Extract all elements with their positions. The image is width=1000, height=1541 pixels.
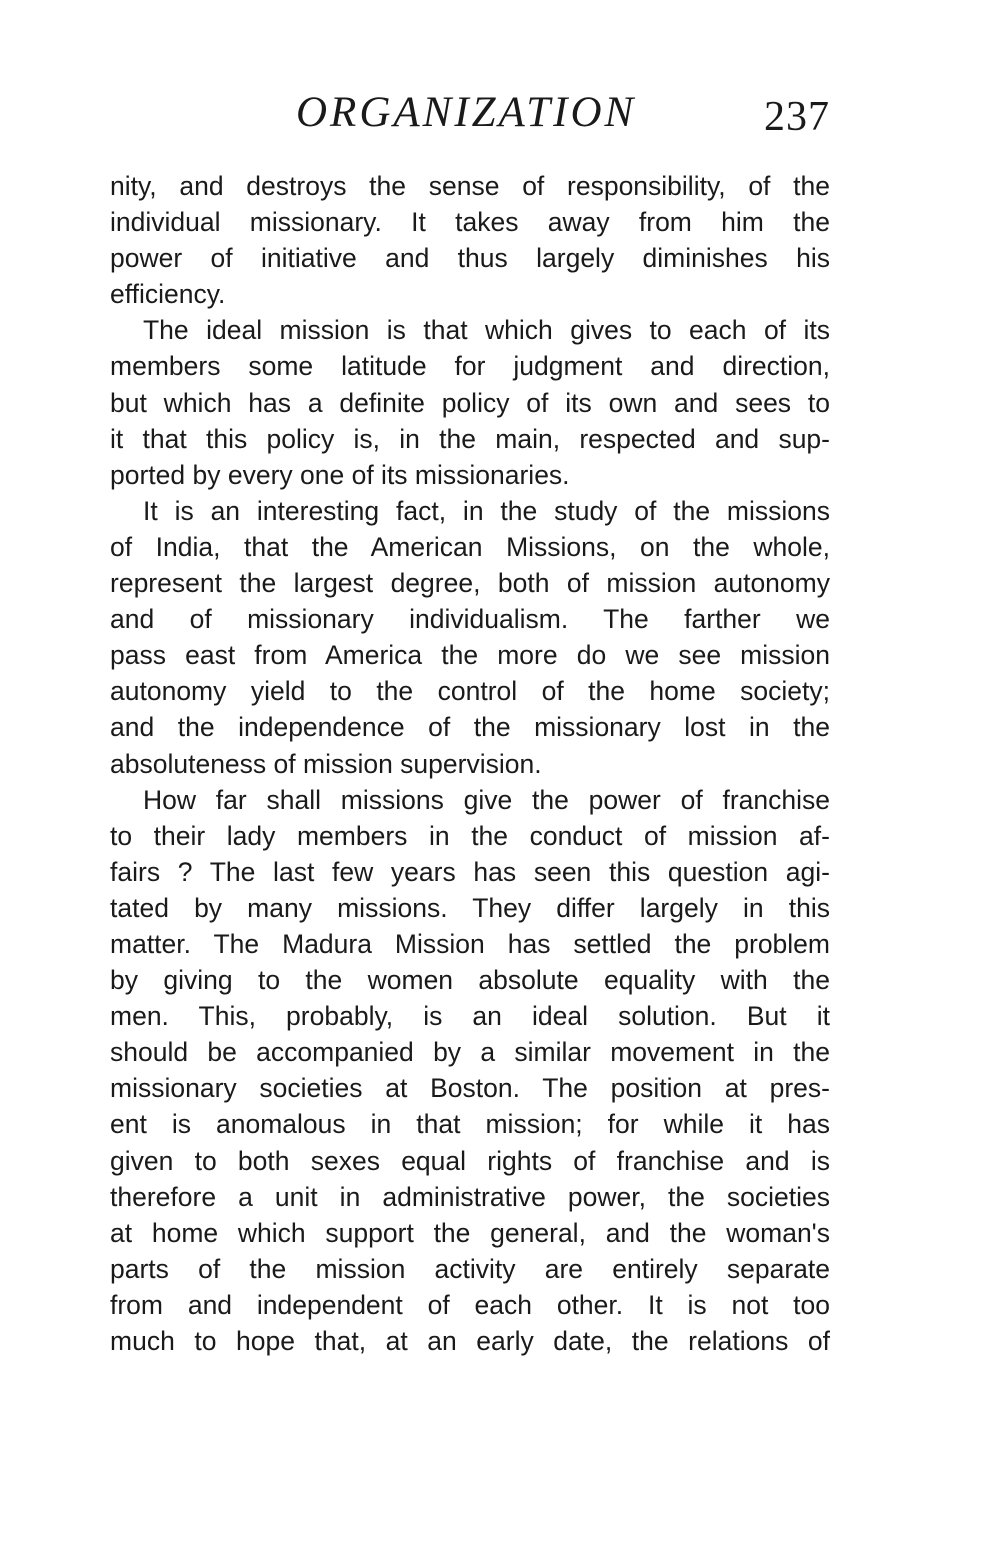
page-number: 237 bbox=[764, 94, 830, 140]
text-line: ported by every one of its missionaries. bbox=[110, 459, 570, 490]
text-line: efficiency. bbox=[110, 279, 226, 310]
paragraph bbox=[110, 782, 830, 1360]
text-line: ent is anomalous in that mission; for while it has bbox=[110, 1109, 830, 1140]
text-line: parts of the mission activity are entirely separate bbox=[110, 1253, 830, 1284]
text-line: from and independent of each other. It is not too bbox=[110, 1289, 830, 1320]
text-line: pass east from America the more do we see mission bbox=[110, 640, 830, 671]
text-line: by giving to the women absolute equality with the bbox=[110, 965, 830, 996]
text-line: should be accompanied by a similar movement in the bbox=[110, 1037, 830, 1068]
text-line: to their lady members in the conduct of mission af- bbox=[110, 820, 830, 851]
text-line: at home which support the general, and the woman's bbox=[110, 1217, 830, 1248]
text-line: How far shall missions give the power of franchise bbox=[143, 784, 830, 815]
text-line: given to both sexes equal rights of franchise and is bbox=[110, 1145, 830, 1176]
text-line: men. This, probably, is an ideal solution. But it bbox=[110, 1001, 830, 1032]
text-line: members some latitude for judgment and direction, bbox=[110, 351, 830, 382]
text-line: tated by many missions. They differ largely in this bbox=[110, 892, 830, 923]
text-line: missionary societies at Boston. The position at pres- bbox=[110, 1073, 830, 1104]
text-line: and of missionary individualism. The farther we bbox=[110, 604, 830, 635]
text-line: therefore a unit in administrative power, the societies bbox=[110, 1181, 830, 1212]
text-line: autonomy yield to the control of the home society; bbox=[110, 676, 830, 707]
text-line: absoluteness of mission supervision. bbox=[110, 748, 542, 779]
paragraph bbox=[110, 493, 830, 782]
text-line: It is an interesting fact, in the study of the missions bbox=[143, 495, 830, 526]
text-line: and the independence of the missionary lost in the bbox=[110, 712, 830, 743]
text-line: matter. The Madura Mission has settled the problem bbox=[110, 928, 830, 959]
paragraph bbox=[110, 312, 830, 492]
text-line: fairs ? The last few years has seen this question agi- bbox=[110, 856, 830, 887]
text-line: nity, and destroys the sense of responsibility, of the bbox=[110, 171, 830, 201]
text-line: of India, that the American Missions, on the whole, bbox=[110, 531, 830, 562]
text-line: much to hope that, at an early date, the relations of bbox=[110, 1326, 830, 1356]
text-line: individual missionary. It takes away from him the bbox=[110, 207, 830, 238]
body-text bbox=[110, 168, 830, 1359]
text-line: The ideal mission is that which gives to each of its bbox=[143, 315, 830, 346]
text-line: it that this policy is, in the main, respected and sup- bbox=[110, 423, 830, 454]
text-line: but which has a definite policy of its own and sees to bbox=[110, 387, 830, 418]
text-line: represent the largest degree, both of mission autonomy bbox=[110, 568, 830, 599]
chapter-title: ORGANIZATION bbox=[296, 89, 637, 136]
paragraph bbox=[110, 168, 830, 312]
text-line: power of initiative and thus largely diminishes his bbox=[110, 243, 830, 274]
running-header bbox=[110, 88, 830, 148]
